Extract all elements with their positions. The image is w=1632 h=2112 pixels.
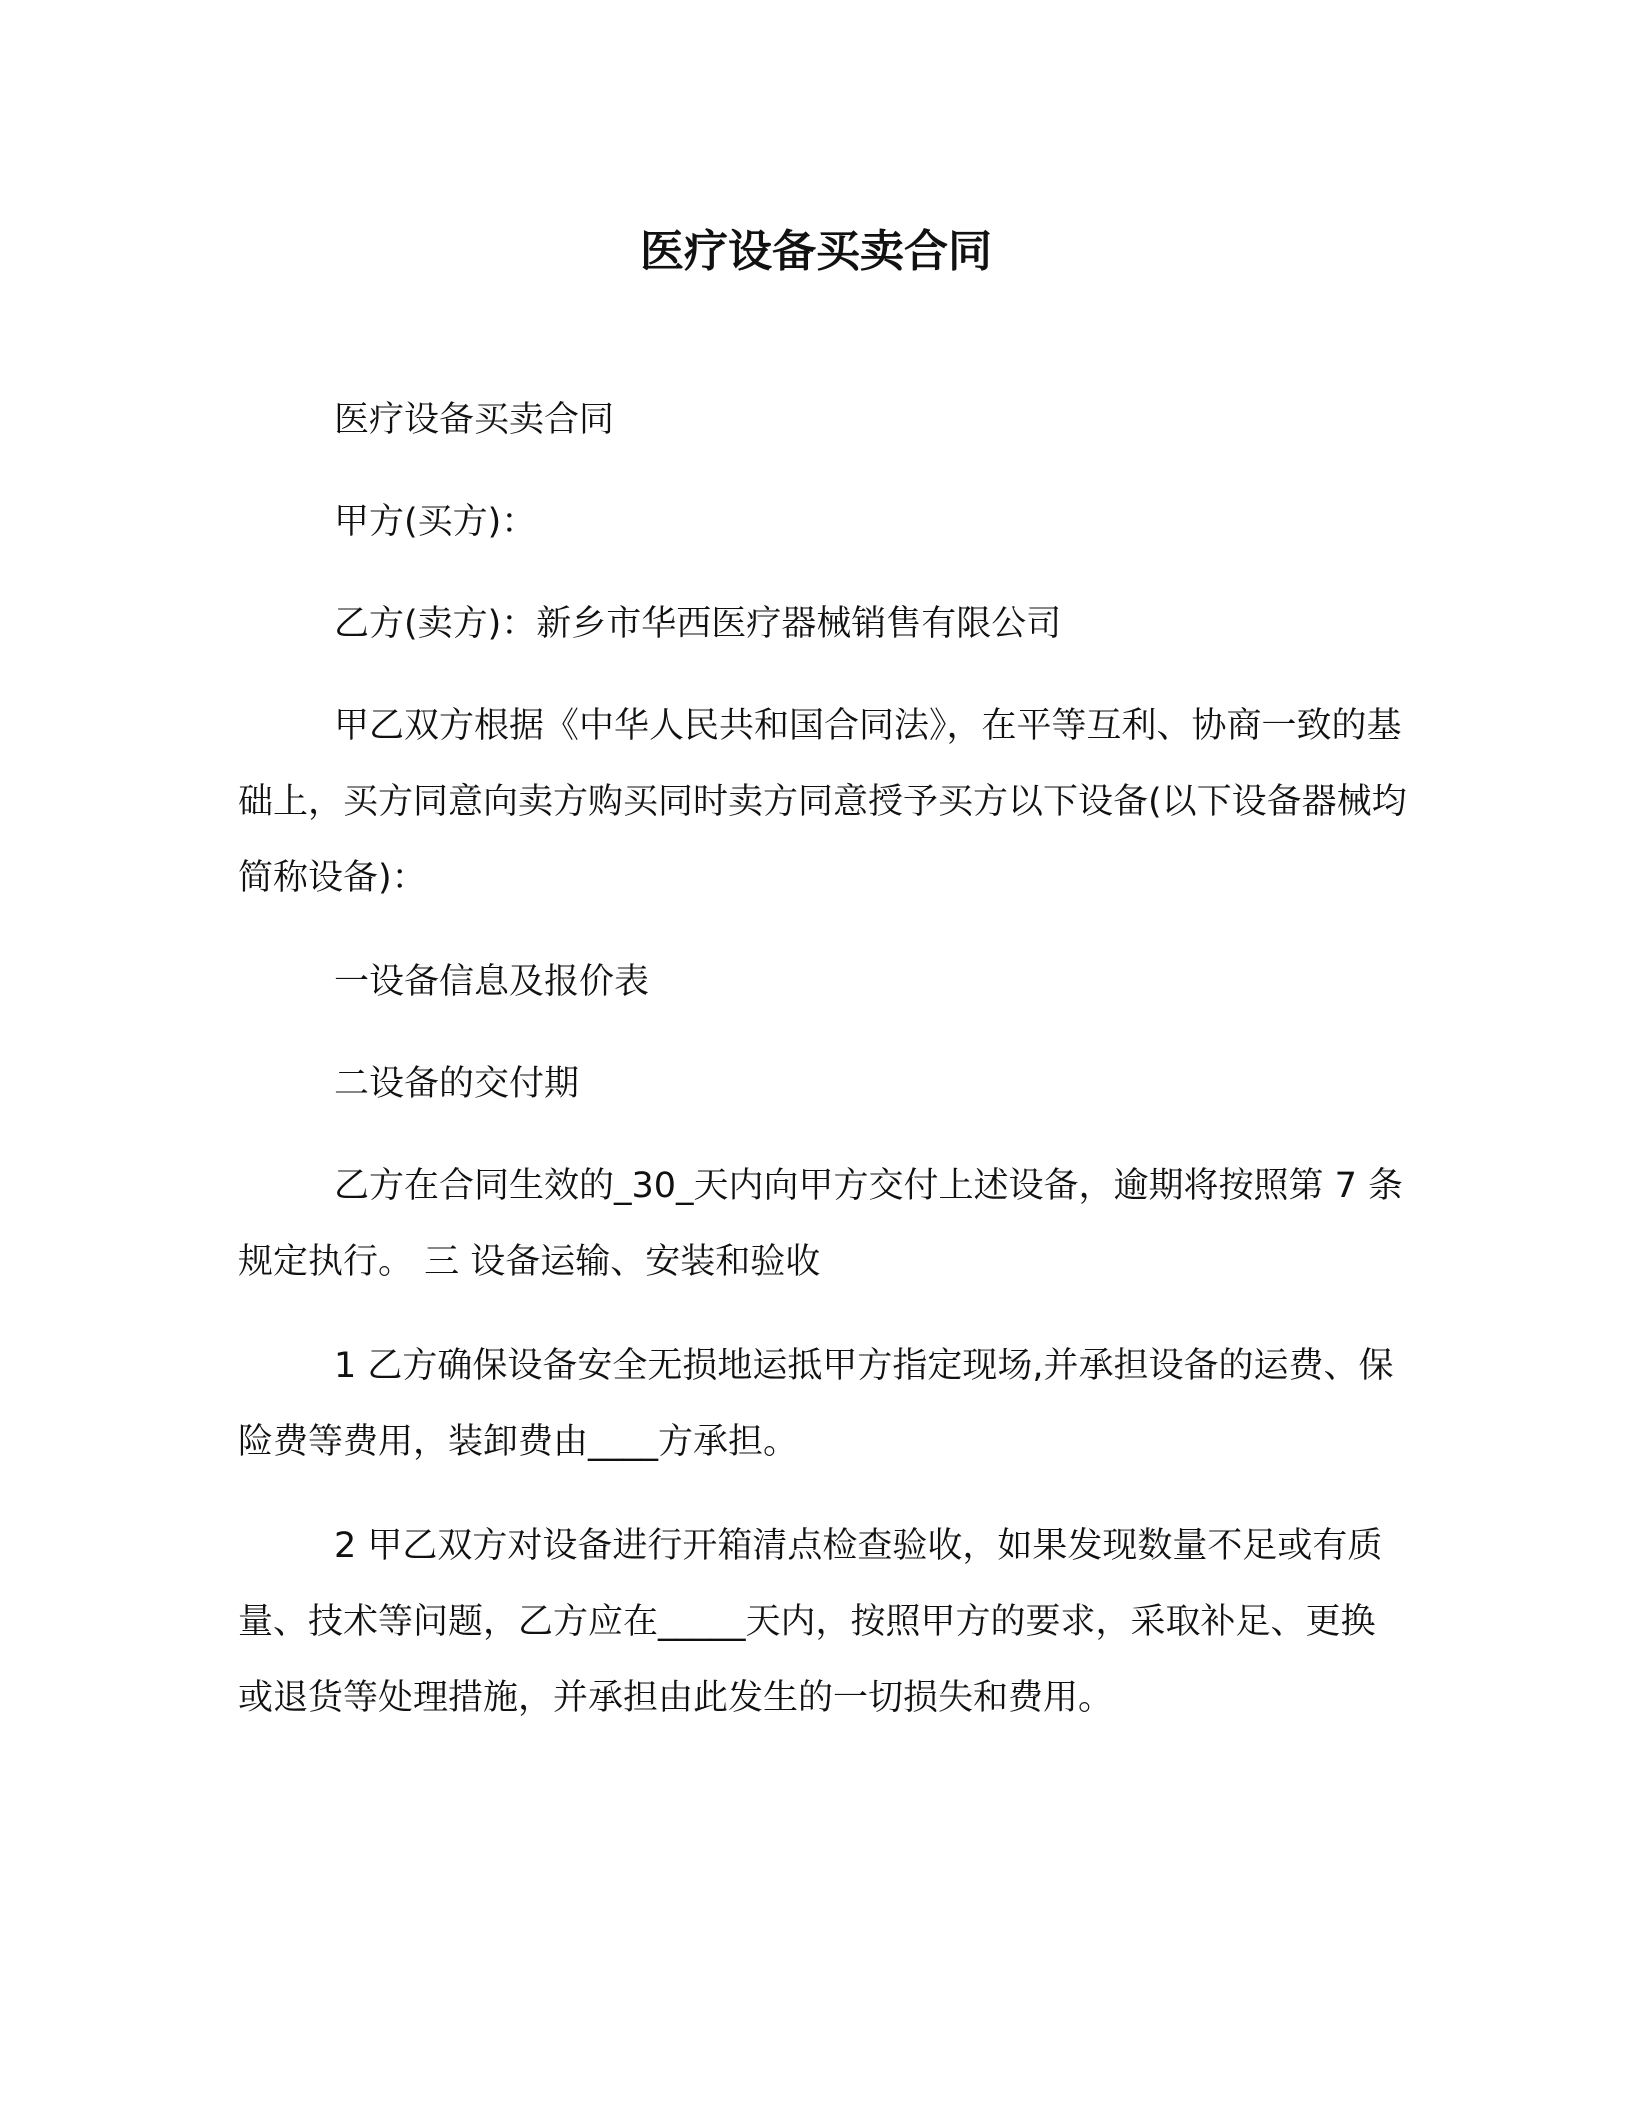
paragraph-clause-2: 2 甲乙双方对设备进行开箱清点检查验收，如果发现数量不足或有质量、技术等问题，乙方应在_____天内，按照甲方的要求，采取补足、更换或退货等处理措施，并承担由此发生的一切损失和费用。 [238, 1526, 1383, 1718]
paragraph-clause-1: 1 乙方确保设备安全无损地运抵甲方指定现场,并承担设备的运费、保险费等费用，装卸费由____方承担。 [238, 1346, 1394, 1462]
paragraph-delivery: 乙方在合同生效的_30_天内向甲方交付上述设备，逾期将按照第 7 条规定执行。 三 设备运输、安装和验收 [238, 1166, 1404, 1282]
page-title: 医疗设备买卖合同 [640, 226, 992, 277]
section-heading-1: 一设备信息及报价表 [334, 962, 650, 1002]
paragraph-subtitle: 医疗设备买卖合同 [334, 400, 615, 440]
paragraph-party-a: 甲方(买方)： [334, 502, 537, 542]
paragraph-preamble: 甲乙双方根据《中华人民共和国合同法》，在平等互利、协商一致的基础上，买方同意向卖方购买同时卖方同意授予买方以下设备(以下设备器械均简称设备)： [238, 706, 1407, 898]
paragraph-party-b: 乙方(卖方)：新乡市华西医疗器械销售有限公司 [334, 604, 1062, 644]
section-heading-2: 二设备的交付期 [334, 1064, 580, 1104]
